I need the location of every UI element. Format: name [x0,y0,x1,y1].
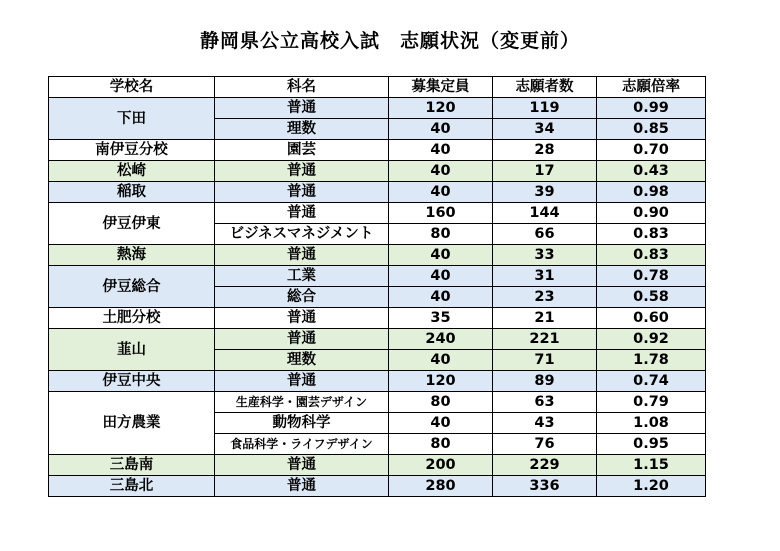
admission-table [48,76,706,497]
header-ratio: 志願倍率 [597,77,706,98]
school-cell: 伊豆伊東 [49,203,215,245]
course-cell: 普通 [215,476,389,497]
ratio-cell: 0.85 [597,119,706,140]
capacity-cell: 80 [389,434,493,455]
course-cell: 普通 [215,245,389,266]
course-cell: 普通 [215,329,389,350]
table-row [49,266,706,287]
ratio-cell: 0.98 [597,182,706,203]
ratio-cell: 0.83 [597,245,706,266]
applicants-cell: 28 [493,140,597,161]
course-cell: 生産科学・園芸デザイン [215,392,389,413]
ratio-cell: 1.78 [597,350,706,371]
school-cell: 三島北 [49,476,215,497]
capacity-cell: 40 [389,245,493,266]
capacity-cell: 40 [389,287,493,308]
table-row [49,182,706,203]
course-cell: 普通 [215,182,389,203]
header-school: 学校名 [49,77,215,98]
ratio-cell: 0.74 [597,371,706,392]
table-row [49,329,706,350]
header-capacity: 募集定員 [389,77,493,98]
table-row [49,140,706,161]
capacity-cell: 240 [389,329,493,350]
ratio-cell: 0.60 [597,308,706,329]
applicants-cell: 119 [493,98,597,119]
applicants-cell: 76 [493,434,597,455]
applicants-cell: 229 [493,455,597,476]
capacity-cell: 40 [389,266,493,287]
applicants-cell: 34 [493,119,597,140]
table-row [49,245,706,266]
capacity-cell: 200 [389,455,493,476]
capacity-cell: 80 [389,392,493,413]
school-cell: 田方農業 [49,392,215,455]
school-cell: 下田 [49,98,215,140]
course-cell: 普通 [215,203,389,224]
applicants-cell: 63 [493,392,597,413]
table-row [49,476,706,497]
applicants-cell: 31 [493,266,597,287]
ratio-cell: 0.90 [597,203,706,224]
course-cell: ビジネスマネジメント [215,224,389,245]
applicants-cell: 21 [493,308,597,329]
course-cell: 食品科学・ライフデザイン [215,434,389,455]
school-cell: 熱海 [49,245,215,266]
applicants-cell: 23 [493,287,597,308]
ratio-cell: 0.79 [597,392,706,413]
applicants-cell: 17 [493,161,597,182]
ratio-cell: 1.15 [597,455,706,476]
capacity-cell: 40 [389,413,493,434]
capacity-cell: 35 [389,308,493,329]
capacity-cell: 40 [389,119,493,140]
capacity-cell: 280 [389,476,493,497]
applicants-cell: 66 [493,224,597,245]
ratio-cell: 1.08 [597,413,706,434]
course-cell: 理数 [215,119,389,140]
course-cell: 普通 [215,455,389,476]
applicants-cell: 221 [493,329,597,350]
school-cell: 伊豆総合 [49,266,215,308]
course-cell: 動物科学 [215,413,389,434]
table-row [49,455,706,476]
ratio-cell: 0.70 [597,140,706,161]
header-row [49,77,706,98]
table-row [49,308,706,329]
course-cell: 普通 [215,371,389,392]
school-cell: 三島南 [49,455,215,476]
applicants-cell: 43 [493,413,597,434]
school-cell: 南伊豆分校 [49,140,215,161]
course-cell: 普通 [215,161,389,182]
capacity-cell: 120 [389,371,493,392]
school-cell: 土肥分校 [49,308,215,329]
school-cell: 松崎 [49,161,215,182]
course-cell: 普通 [215,98,389,119]
page-title: 静岡県公立高校入試 志願状況（変更前） [199,30,580,52]
applicants-cell: 336 [493,476,597,497]
capacity-cell: 80 [389,224,493,245]
course-cell: 理数 [215,350,389,371]
header-applicants: 志願者数 [493,77,597,98]
applicants-cell: 144 [493,203,597,224]
ratio-cell: 0.99 [597,98,706,119]
capacity-cell: 40 [389,182,493,203]
header-course: 科名 [215,77,389,98]
course-cell: 工業 [215,266,389,287]
applicants-cell: 39 [493,182,597,203]
applicants-cell: 33 [493,245,597,266]
ratio-cell: 0.43 [597,161,706,182]
ratio-cell: 0.58 [597,287,706,308]
table-row [49,392,706,413]
table-row [49,161,706,182]
table-row [49,203,706,224]
school-cell: 韮山 [49,329,215,371]
course-cell: 普通 [215,308,389,329]
ratio-cell: 0.92 [597,329,706,350]
ratio-cell: 0.95 [597,434,706,455]
capacity-cell: 160 [389,203,493,224]
course-cell: 総合 [215,287,389,308]
capacity-cell: 40 [389,161,493,182]
capacity-cell: 40 [389,350,493,371]
course-cell: 園芸 [215,140,389,161]
table-row [49,98,706,119]
capacity-cell: 40 [389,140,493,161]
ratio-cell: 0.83 [597,224,706,245]
applicants-cell: 89 [493,371,597,392]
table-row [49,371,706,392]
ratio-cell: 0.78 [597,266,706,287]
ratio-cell: 1.20 [597,476,706,497]
capacity-cell: 120 [389,98,493,119]
school-cell: 稲取 [49,182,215,203]
school-cell: 伊豆中央 [49,371,215,392]
applicants-cell: 71 [493,350,597,371]
